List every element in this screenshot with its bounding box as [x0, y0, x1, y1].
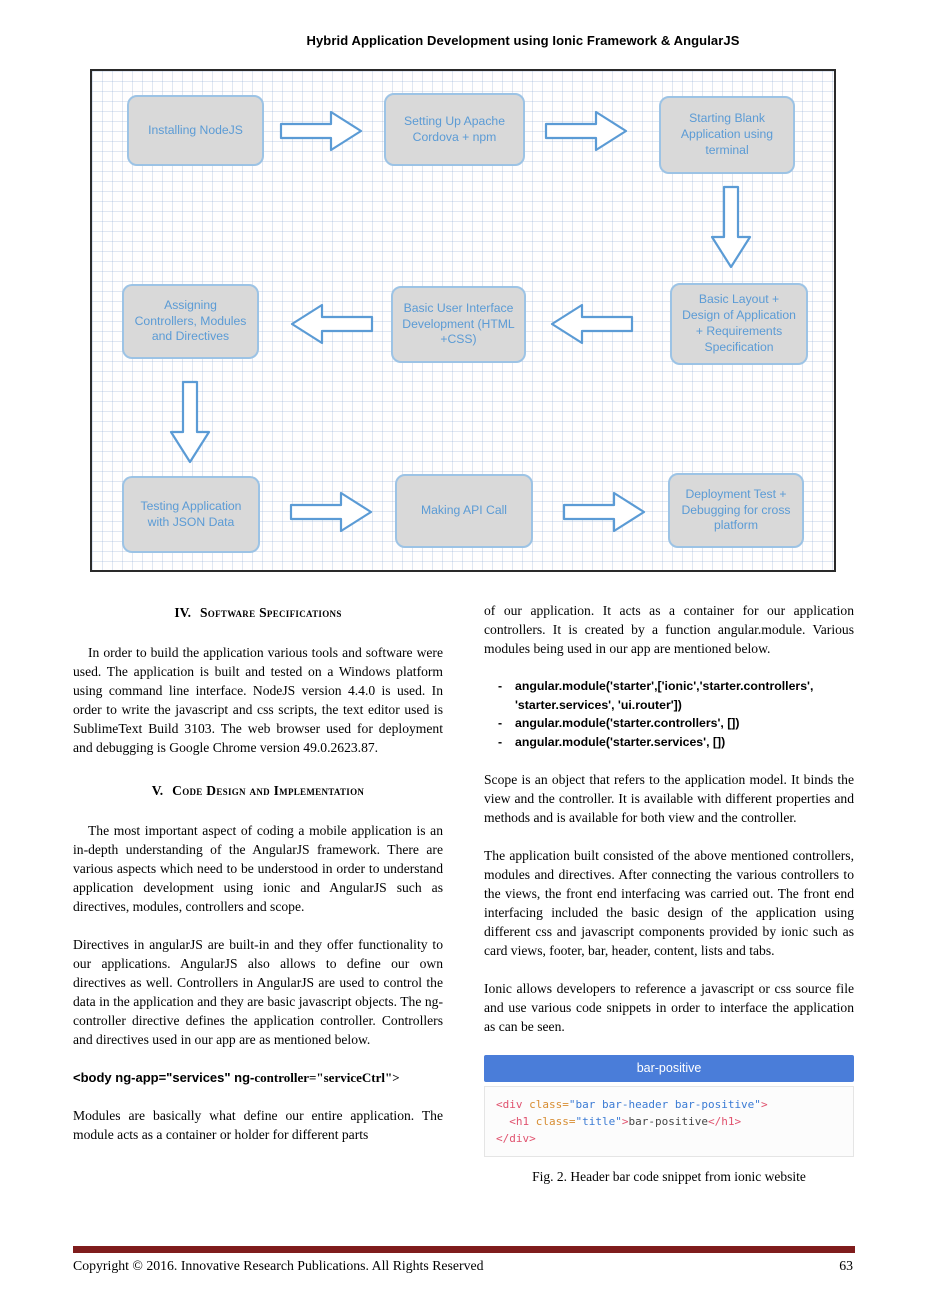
- arrow-left-icon: [290, 301, 374, 347]
- section-number: IV.: [174, 605, 191, 620]
- code-snippet-ng-app: [73, 1068, 443, 1087]
- list-marker: -: [498, 734, 503, 749]
- paragraph: The most important aspect of coding a mobile application is an in-depth understanding of the AngularJS framework. There are various aspects which need to be understood in order to understand application development using ionic and AngularJS such as directives, modules, controllers and scope.: [73, 823, 443, 914]
- code-token: </h1>: [707, 1115, 742, 1129]
- code-token: bar-positive: [628, 1115, 708, 1129]
- fig2-caption: Fig. 2. Header bar code snippet from ionic website: [532, 1169, 806, 1185]
- list-item-text: angular.module('starter.controllers', []): [515, 716, 740, 730]
- flow-step-assign-controllers: Assigning Controllers, Modules and Directives: [122, 284, 259, 359]
- code-token: </div>: [496, 1132, 536, 1146]
- code-text: controller="serviceCtrl">: [254, 1070, 400, 1085]
- paragraph: of our application. It acts as a container for our application controllers. It is created by a function angular.module. Various modules being used in our app are mentioned below.: [484, 603, 854, 656]
- list-item-text: angular.module('starter.services', []): [515, 734, 726, 749]
- paragraph: In order to build the application various tools and software were used. The application is built and tested on a Windows platform using command line interface. NodeJS version 4.4.0 is used. In order to write the javascript and css scripts, the text editor used is SublimeText Build 3103. The web browser used for deployment and debugging is Google Chrome version 49.0.2623.87.: [73, 645, 443, 755]
- section-title: Code Design and Implementation: [172, 783, 365, 798]
- flow-step-deployment-test: Deployment Test + Debugging for cross platform: [668, 473, 804, 548]
- body-columns: [73, 601, 855, 1186]
- flow-step-install-nodejs: Installing NodeJS: [127, 95, 264, 166]
- list-item-text: angular.module('starter',['ionic','starter.controllers', 'starter.services', 'ui.router']): [515, 679, 814, 712]
- section-number: V.: [151, 783, 164, 798]
- copyright-text: Copyright © 2016. Innovative Research Publications. All Rights Reserved: [73, 1258, 484, 1273]
- paragraph: Ionic allows developers to reference a javascript or css source file and use various code snippets in order to interface the application as can be seen.: [484, 981, 854, 1034]
- arrow-right-icon: [279, 108, 363, 154]
- code-token: <h1: [496, 1115, 536, 1129]
- arrow-down-icon: [708, 185, 754, 269]
- fig2-header-bar: [484, 1055, 854, 1082]
- code-token: class=: [529, 1098, 569, 1111]
- module-list: [484, 677, 854, 751]
- flow-step-ui-development: Basic User Interface Development (HTML +CSS): [391, 286, 526, 363]
- right-column: [484, 601, 854, 1186]
- list-item: [484, 733, 854, 752]
- flow-step-testing-json: Testing Application with JSON Data: [122, 476, 260, 553]
- arrow-left-icon: [550, 301, 634, 347]
- section-title: Software Specifications: [200, 605, 342, 620]
- paragraph: Modules are basically what define our entire application. The module acts as a container or holder for different parts: [73, 1108, 443, 1142]
- code-line: [496, 1130, 842, 1147]
- code-line: [496, 1113, 842, 1130]
- flow-step-setup-cordova: Setting Up Apache Cordova + npm: [384, 93, 525, 166]
- section-heading-software-specifications: [73, 603, 443, 622]
- code-token: <div: [496, 1098, 530, 1111]
- left-column: [73, 601, 443, 1186]
- figure-2: [484, 1055, 854, 1186]
- arrow-down-icon: [167, 380, 213, 464]
- code-token: class=: [535, 1115, 576, 1129]
- fig2-code-block: [484, 1086, 854, 1157]
- code-token: >: [760, 1098, 768, 1111]
- code-token: "bar bar-header bar-positive": [568, 1098, 761, 1111]
- section-heading-code-design: [73, 781, 443, 800]
- list-marker: -: [498, 679, 503, 693]
- flow-step-start-blank-app: Starting Blank Application using terminal: [659, 96, 795, 174]
- code-token: >: [621, 1115, 629, 1129]
- flow-step-api-call: Making API Call: [395, 474, 533, 548]
- code-text: <body ng-app="services" ng-: [73, 1070, 255, 1085]
- arrow-right-icon: [562, 489, 646, 535]
- list-marker: -: [498, 716, 503, 730]
- flow-step-layout-design: Basic Layout + Design of Application + Requirements Specification: [670, 283, 808, 365]
- fig2-bar-label: bar-positive: [636, 1061, 702, 1075]
- paragraph: Directives in angularJS are built-in and they offer functionality to our applications. AngularJS also allows to define our own directives as well. Controllers in AngularJS are used to control the data in the application and they are basic javascript objects. The ng-controller directive defines the application controller. Controllers and directives used in our app are as mentioned below.: [73, 937, 443, 1047]
- paragraph: Scope is an object that refers to the application model. It binds the view and the controller. It is available with different properties and methods and is available for both view and the controller.: [484, 772, 854, 825]
- code-line: [496, 1096, 842, 1113]
- page-number: 63: [839, 1258, 853, 1273]
- footer: [73, 1258, 853, 1274]
- arrow-right-icon: [544, 108, 628, 154]
- arrow-right-icon: [289, 489, 373, 535]
- footer-rule: [73, 1246, 855, 1253]
- paragraph: The application built consisted of the above mentioned controllers, modules and directives. After connecting the various controllers to the views, the front end interfacing was carried out. The front end interfacing included the basic design of the application using different css and javascript components provided by ionic such as card views, footer, bar, header, content, lists and tabs.: [484, 848, 854, 958]
- code-token: "title": [575, 1115, 622, 1129]
- page-title: Hybrid Application Development using Ionic Framework & AngularJS: [306, 33, 740, 48]
- list-item: [484, 677, 854, 714]
- flowchart-figure: [90, 69, 836, 572]
- list-item: [484, 714, 854, 733]
